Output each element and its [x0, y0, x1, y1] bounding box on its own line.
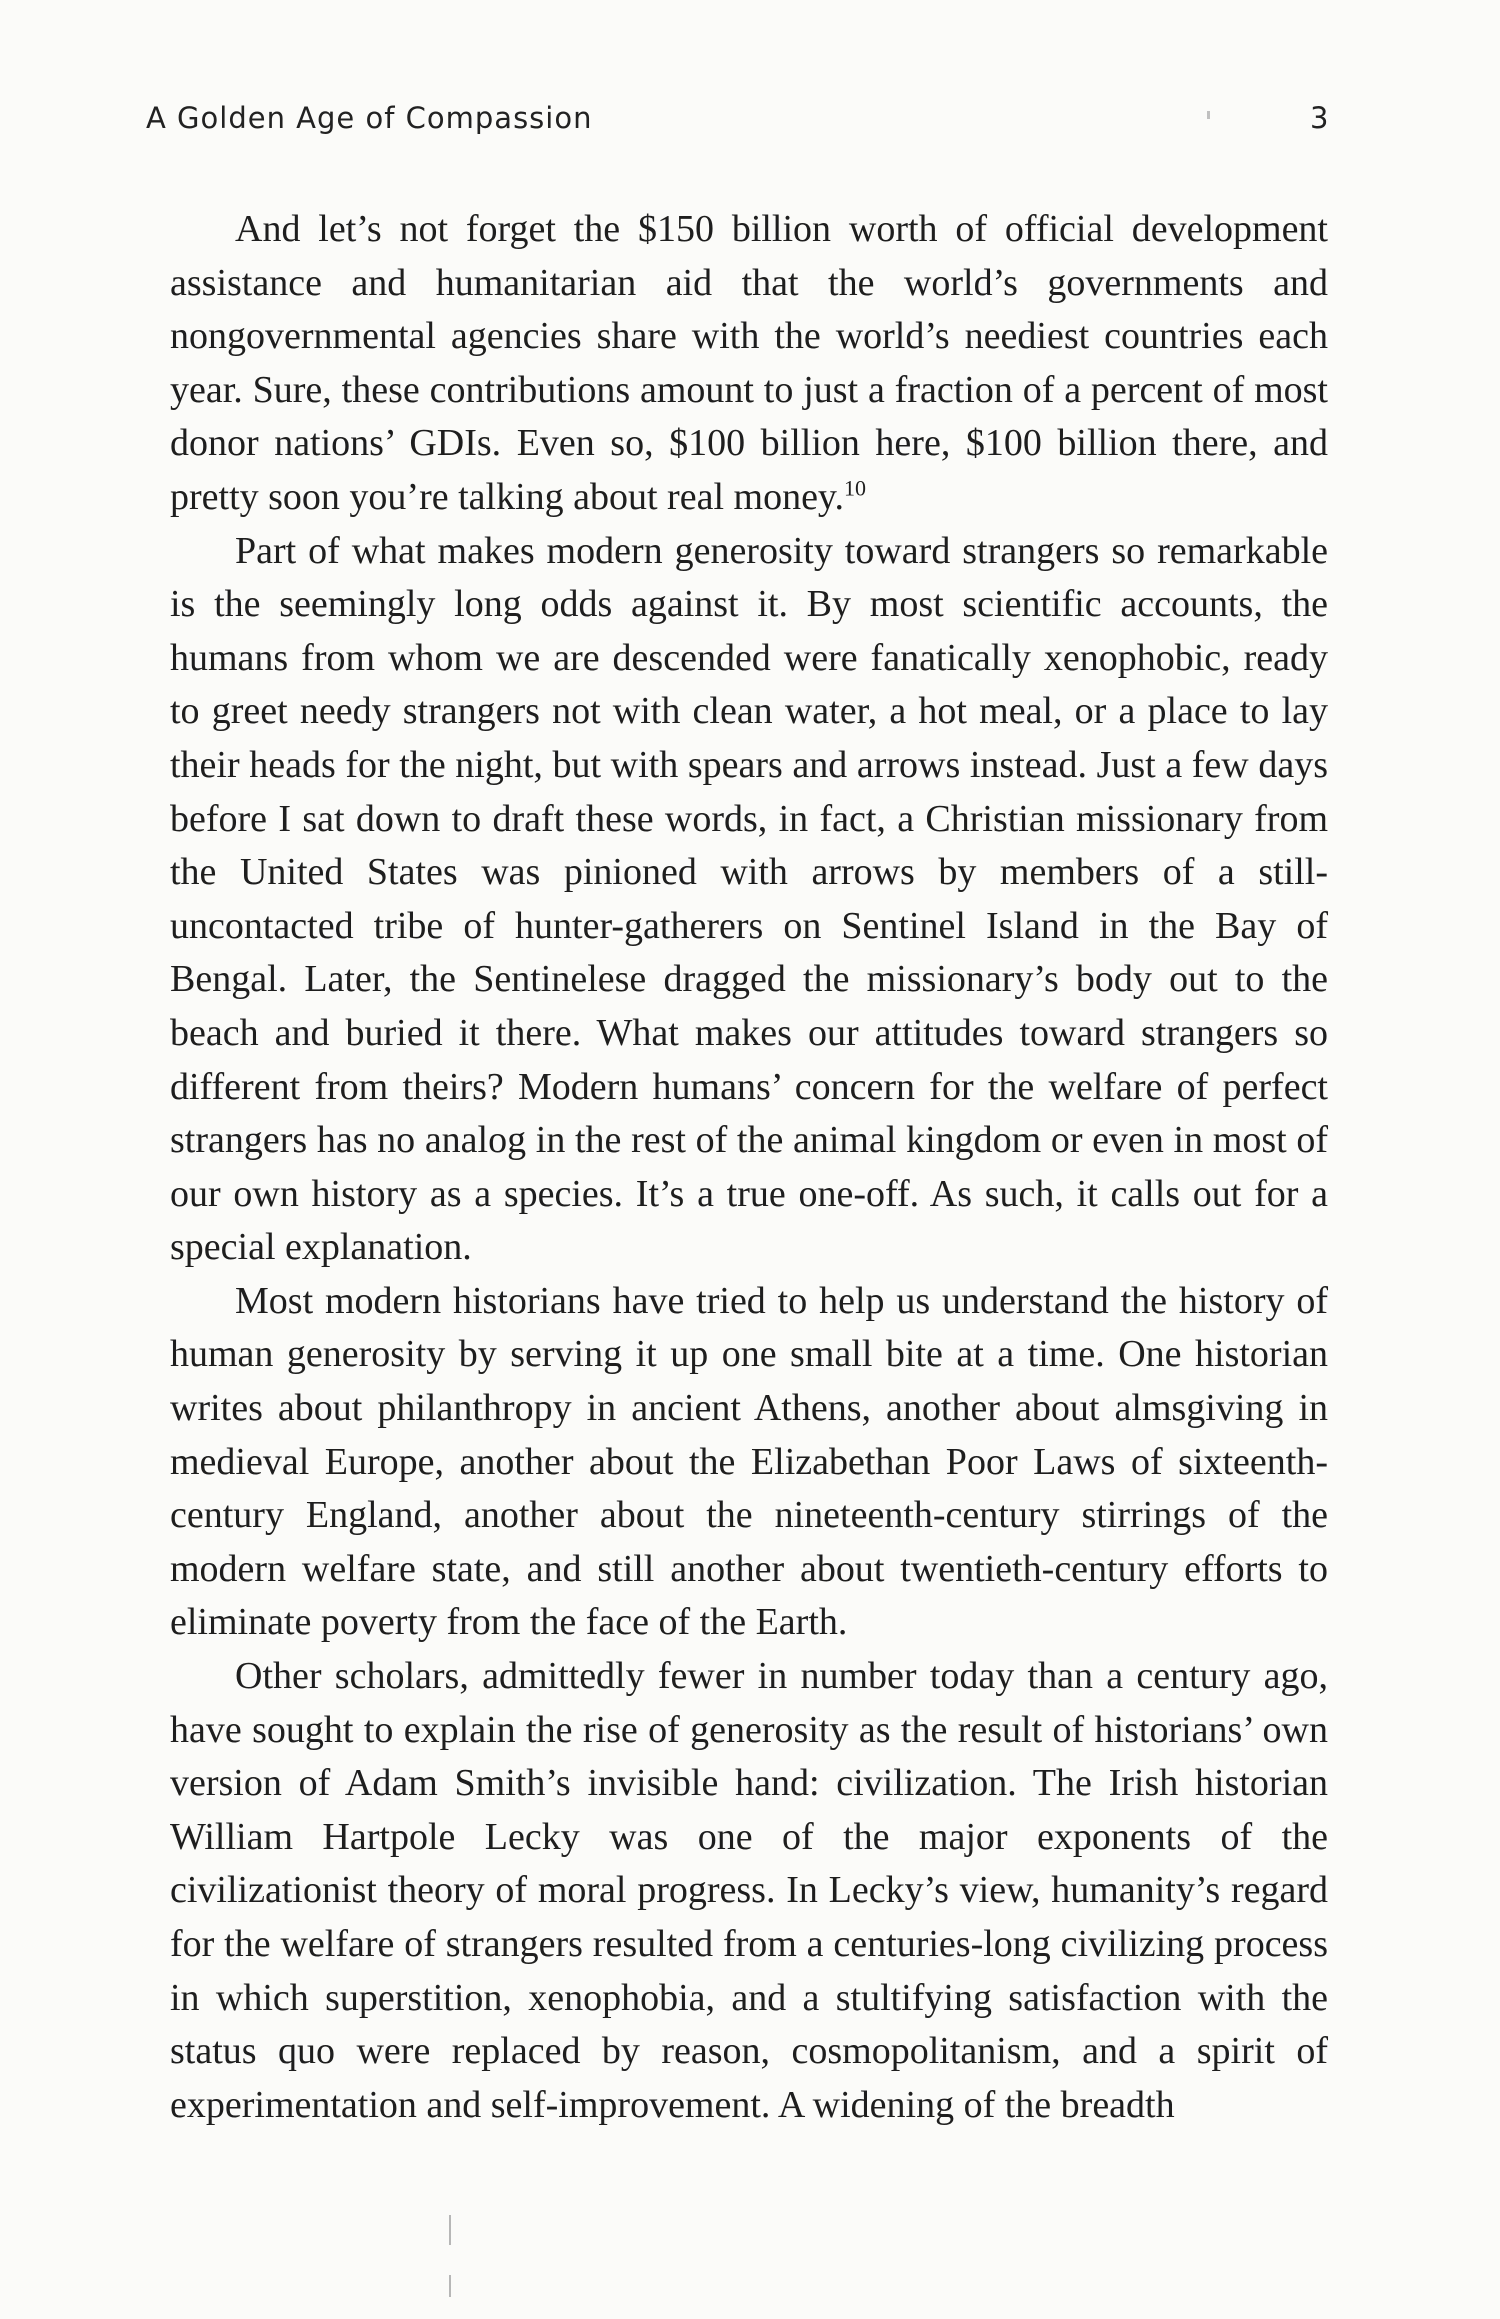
paragraph-1: [170, 203, 1328, 525]
paragraph-4: Other scholars, admittedly fewer in number today than a century ago, have sought to explain the rise of generosity as the result of historians’ own version of Adam Smith’s invisible hand: civilization. The Irish historian William Hartpole Lecky was one of the major exponents of the civilizationist theory of moral progress. In Lecky’s view, humanity’s regard for the welfare of strangers resulted from a centuries-long civilizing process in which superstition, xenophobia, and a stultifying satisfaction with the status quo were replaced by reason, cosmopolitanism, and a spirit of experimentation and self-improvement. A widening of the breadth: [170, 1655, 1328, 2126]
running-head-title: A Golden Age of Compassion: [146, 101, 593, 135]
scan-artifact: [449, 2275, 451, 2297]
paragraph-3: Most modern historians have tried to help us understand the history of human generosity by serving it up one small bite at a time. One historian writes about philanthropy in ancient Athens, another about almsgiving in medieval Europe, another about the Elizabethan Poor Laws of sixteenth-century England, another about the nineteenth-century stirrings of the modern welfare state, and still another about twentieth-century efforts to eliminate poverty from the face of the Earth.: [170, 1279, 1328, 1644]
footnote-marker: 10: [843, 475, 866, 501]
paragraph-2: Part of what makes modern generosity toward strangers so remarkable is the seemingly long odds against it. By most scientific accounts, the humans from whom we are descended were fanatically xenophobic, ready to greet needy strangers not with clean water, a hot meal, or a place to lay their heads for the night, but with spears and arrows instead. Just a few days before I sat down to draft these words, in fact, a Christian missionary from the United States was pinioned with arrows by members of a still-uncontacted tribe of hunter-gatherers on Sentinel Island in the Bay of Bengal. Later, the Sentinelese dragged the missionary’s body out to the beach and buried it there. What makes our attitudes toward strangers so different from theirs? Modern humans’ concern for the welfare of perfect strangers has no analog in the rest of the animal kingdom or even in most of our own history as a species. It’s a true one-off. As such, it calls out for a special explanation.: [170, 529, 1328, 1269]
page-number: 3: [1310, 101, 1329, 135]
scan-artifact: [1207, 111, 1210, 119]
paragraph-1-text: And let’s not forget the $150 billion worth of official development assistance and humanitarian aid that the world’s governments and nongovernmental agencies share with the world’s neediest countries each year. Sure, these contributions amount to just a fraction of a percent of most donor nations’ GDIs. Even so, $100 billion here, $100 billion there, and pretty soon you’re talking about real money.: [170, 208, 1328, 518]
body-text: [170, 203, 1328, 2132]
scan-artifact: [449, 2215, 451, 2245]
